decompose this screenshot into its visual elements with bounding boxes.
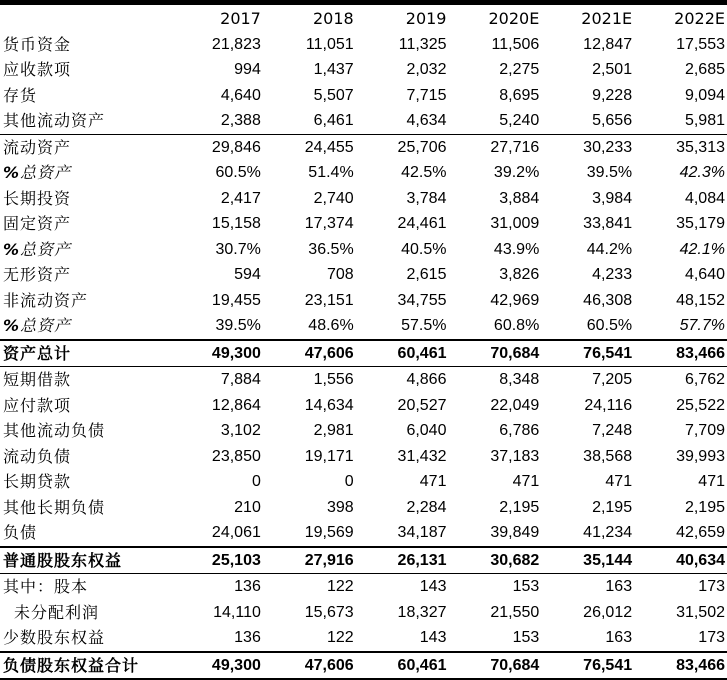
value-cell: 4,640 — [684, 266, 725, 283]
value-cell: 3,102 — [220, 422, 261, 439]
row-label — [0, 186, 170, 212]
value-cell: 143 — [356, 574, 449, 600]
value-cell: 43.9% — [493, 240, 540, 258]
row-label — [0, 367, 170, 393]
value-cell: 5,240 — [499, 112, 540, 129]
value-cell: 4,233 — [592, 266, 633, 283]
table-row — [0, 393, 727, 419]
value-cell: 6,762 — [634, 367, 727, 393]
row-label-text: 其他流动负债 — [3, 421, 106, 440]
row-label-text: 流动负债 — [3, 446, 72, 466]
value-cell: 31,502 — [676, 603, 725, 621]
table-row — [0, 313, 727, 340]
value-cell: 2,981 — [313, 422, 354, 439]
row-label — [0, 57, 170, 83]
value-cell: 24,061 — [211, 524, 261, 541]
value-cell: 39.2% — [493, 164, 540, 181]
value-cell: 1,556 — [263, 367, 356, 393]
value-cell: 48.6% — [308, 317, 354, 334]
value-cell: 2,195 — [684, 498, 725, 516]
value-cell: 24,455 — [263, 134, 356, 160]
table-row — [0, 469, 727, 495]
value-cell: 38,568 — [583, 447, 633, 465]
value-cell: 42.3% — [679, 164, 725, 181]
table-row — [0, 418, 727, 444]
value-cell: 163 — [605, 629, 633, 646]
value-cell: 60,461 — [356, 652, 449, 680]
value-cell: 4,640 — [220, 86, 261, 104]
value-cell: 23,850 — [211, 447, 261, 465]
value-cell: 39.5% — [586, 164, 633, 181]
value-cell: 57.7% — [679, 317, 725, 334]
value-cell: 39,849 — [490, 524, 540, 541]
table-row — [0, 495, 727, 521]
table-row — [0, 652, 727, 680]
value-cell: 47,606 — [263, 652, 356, 680]
row-label — [0, 625, 170, 652]
value-cell: 7,248 — [592, 422, 633, 439]
value-cell: 57.5% — [401, 317, 447, 334]
row-label — [0, 313, 170, 340]
balance-sheet-table — [0, 6, 727, 680]
table-row — [0, 134, 727, 160]
value-cell: 9,094 — [684, 86, 725, 104]
value-cell: 25,706 — [356, 134, 449, 160]
value-cell: 2,032 — [406, 61, 447, 78]
value-cell: 2,685 — [684, 61, 725, 78]
table-row — [0, 160, 727, 186]
value-cell: 35,313 — [634, 134, 727, 160]
row-label-text: 流动资产 — [3, 137, 72, 157]
value-cell: 40,634 — [634, 547, 727, 574]
row-label-text: 资产总计 — [3, 343, 72, 363]
row-label — [0, 134, 170, 160]
value-cell: 20,527 — [397, 396, 447, 414]
value-cell: 2,275 — [499, 61, 540, 78]
value-cell: 18,327 — [397, 603, 447, 621]
value-cell: 4,866 — [356, 367, 449, 393]
value-cell: 6,461 — [313, 112, 354, 129]
value-cell: 163 — [541, 574, 634, 600]
table-row — [0, 211, 727, 237]
value-cell: 42.5% — [401, 164, 447, 181]
value-cell: 24,116 — [584, 396, 633, 414]
value-cell: 471 — [698, 473, 725, 490]
value-cell: 136 — [170, 574, 263, 600]
percent-prefix: % — [3, 239, 21, 259]
value-cell: 3,984 — [592, 189, 633, 207]
table-row — [0, 574, 727, 600]
value-cell: 44.2% — [586, 240, 633, 258]
value-cell: 60,461 — [356, 340, 449, 367]
row-label — [0, 547, 170, 574]
value-cell: 14,110 — [213, 603, 261, 621]
year-header: 2018 — [312, 9, 354, 28]
value-cell: 0 — [344, 473, 354, 490]
value-cell: 4,084 — [684, 189, 725, 207]
row-label-text: 负债 — [3, 523, 38, 542]
row-label — [0, 444, 170, 470]
row-label — [0, 574, 170, 600]
value-cell: 25,522 — [676, 396, 725, 414]
value-cell: 210 — [234, 498, 261, 516]
value-cell: 49,300 — [170, 652, 263, 680]
value-cell: 173 — [634, 574, 727, 600]
percent-prefix: % — [3, 163, 21, 182]
value-cell: 471 — [419, 473, 447, 490]
value-cell: 60.5% — [586, 317, 633, 334]
value-cell: 2,388 — [220, 112, 261, 129]
year-header: 2020E — [488, 9, 540, 28]
value-cell: 122 — [326, 629, 354, 646]
row-label — [0, 600, 170, 626]
value-cell: 33,841 — [583, 215, 633, 232]
row-label-text: 总资产 — [20, 316, 72, 335]
value-cell: 471 — [512, 473, 540, 490]
value-cell: 47,606 — [263, 340, 356, 367]
value-cell: 26,131 — [356, 547, 449, 574]
value-cell: 34,755 — [397, 291, 447, 309]
value-cell: 3,884 — [499, 189, 540, 207]
value-cell: 173 — [698, 629, 725, 646]
row-label-text: 其他长期负债 — [3, 497, 106, 517]
value-cell: 122 — [263, 574, 356, 600]
value-cell: 21,823 — [211, 35, 261, 53]
value-cell: 7,884 — [170, 367, 263, 393]
value-cell: 39.5% — [215, 317, 261, 334]
year-header: 2021E — [581, 9, 633, 28]
value-cell: 22,049 — [490, 396, 540, 414]
value-cell: 15,673 — [304, 603, 354, 621]
row-label — [0, 652, 170, 680]
value-cell: 39,993 — [676, 447, 725, 465]
value-cell: 83,466 — [634, 340, 727, 367]
value-cell: 17,553 — [676, 35, 725, 53]
value-cell: 46,308 — [583, 291, 633, 309]
row-label — [0, 288, 170, 314]
value-cell: 594 — [234, 266, 261, 283]
value-cell: 1,437 — [313, 61, 354, 78]
table-row — [0, 367, 727, 393]
year-header: 2017 — [220, 9, 261, 28]
row-label — [0, 418, 170, 444]
table-row — [0, 83, 727, 109]
row-label-text: 总资产 — [20, 163, 72, 182]
value-cell: 5,981 — [684, 112, 725, 129]
row-label — [0, 237, 170, 263]
value-cell: 398 — [326, 498, 354, 516]
percent-prefix: % — [3, 316, 21, 335]
row-label-text: 其他流动资产 — [3, 111, 106, 130]
table-row — [0, 32, 727, 58]
top-rule — [0, 0, 727, 5]
value-cell: 2,284 — [406, 498, 447, 516]
value-cell: 7,205 — [541, 367, 634, 393]
row-label — [0, 262, 170, 288]
value-cell: 30,682 — [448, 547, 541, 574]
value-cell: 14,634 — [304, 396, 354, 414]
table-row — [0, 625, 727, 652]
table-row — [0, 237, 727, 263]
value-cell: 34,187 — [397, 524, 447, 541]
value-cell: 31,432 — [397, 447, 447, 465]
value-cell: 26,012 — [583, 603, 633, 621]
row-label — [0, 108, 170, 134]
value-cell: 51.4% — [308, 164, 354, 181]
value-cell: 0 — [251, 473, 261, 490]
value-cell: 42,659 — [676, 524, 725, 541]
row-label-text: 负债股东权益合计 — [3, 655, 140, 675]
value-cell: 5,507 — [313, 86, 354, 104]
value-cell: 3,826 — [499, 266, 540, 283]
value-cell: 11,051 — [305, 35, 354, 53]
row-label — [0, 211, 170, 237]
value-cell: 42,969 — [490, 291, 540, 309]
value-cell: 15,158 — [211, 215, 261, 232]
table-row — [0, 520, 727, 547]
row-label-text: 长期投资 — [3, 188, 72, 208]
value-cell: 471 — [605, 473, 633, 490]
value-cell: 27,916 — [263, 547, 356, 574]
value-cell: 40.5% — [401, 240, 447, 258]
value-cell: 7,709 — [684, 422, 725, 439]
table-row — [0, 340, 727, 367]
value-cell: 12,864 — [211, 396, 261, 414]
value-cell: 153 — [512, 629, 540, 646]
value-cell: 23,151 — [304, 291, 354, 309]
year-header: 2019 — [405, 9, 447, 28]
row-label — [0, 160, 170, 186]
value-cell: 83,466 — [634, 652, 727, 680]
value-cell: 60.5% — [215, 164, 261, 181]
value-cell: 24,461 — [397, 215, 447, 232]
value-cell: 8,695 — [499, 86, 540, 104]
value-cell: 2,615 — [406, 266, 447, 283]
table-row — [0, 108, 727, 134]
value-cell: 31,009 — [490, 215, 540, 232]
table-row — [0, 57, 727, 83]
table-row — [0, 547, 727, 574]
value-cell: 9,228 — [592, 86, 633, 104]
row-label-text: 未分配利润 — [14, 602, 100, 622]
table-row — [0, 444, 727, 470]
value-cell: 17,374 — [304, 215, 354, 232]
value-cell: 49,300 — [170, 340, 263, 367]
value-cell: 708 — [326, 266, 354, 283]
value-cell: 27,716 — [448, 134, 541, 160]
row-label — [0, 32, 170, 58]
value-cell: 35,179 — [676, 215, 725, 232]
row-label-text: 长期贷款 — [3, 472, 72, 491]
value-cell: 76,541 — [541, 340, 634, 367]
row-label-text: 货币资金 — [3, 34, 72, 54]
header-row — [0, 6, 727, 32]
row-label — [0, 469, 170, 495]
value-cell: 2,195 — [499, 498, 540, 516]
row-label-text: 存货 — [3, 85, 38, 105]
row-label-text: 普通股股东权益 — [3, 550, 123, 570]
value-cell: 25,103 — [170, 547, 263, 574]
value-cell: 11,325 — [398, 35, 447, 53]
value-cell: 19,455 — [211, 291, 261, 309]
value-cell: 136 — [234, 629, 261, 646]
row-label-text: 短期借款 — [3, 370, 72, 389]
value-cell: 143 — [419, 629, 447, 646]
value-cell: 29,846 — [170, 134, 263, 160]
value-cell: 37,183 — [490, 447, 540, 465]
value-cell: 6,040 — [406, 422, 447, 439]
value-cell: 42.1% — [679, 240, 725, 258]
table-row — [0, 600, 727, 626]
row-label-text: 固定资产 — [3, 214, 72, 233]
value-cell: 60.8% — [493, 317, 540, 334]
value-cell: 2,195 — [592, 498, 633, 516]
header-label-cell — [0, 6, 170, 32]
value-cell: 76,541 — [541, 652, 634, 680]
value-cell: 6,786 — [499, 422, 540, 439]
row-label — [0, 495, 170, 521]
value-cell: 4,634 — [406, 112, 447, 129]
row-label-text: 应付款项 — [3, 395, 72, 415]
value-cell: 48,152 — [676, 291, 725, 309]
row-label-text: 无形资产 — [3, 265, 72, 284]
table-row — [0, 288, 727, 314]
row-label-text: 总资产 — [20, 239, 72, 259]
value-cell: 2,501 — [592, 61, 633, 78]
row-label-text: 其中：股本 — [3, 577, 89, 596]
row-label — [0, 520, 170, 547]
value-cell: 3,784 — [406, 189, 447, 207]
row-label-text: 非流动资产 — [3, 290, 89, 310]
value-cell: 19,569 — [304, 524, 354, 541]
value-cell: 153 — [448, 574, 541, 600]
value-cell: 70,684 — [448, 340, 541, 367]
value-cell: 12,847 — [583, 35, 633, 53]
row-label — [0, 83, 170, 109]
value-cell: 2,417 — [220, 189, 261, 207]
value-cell: 36.5% — [308, 240, 354, 258]
value-cell: 30.7% — [215, 240, 261, 258]
value-cell: 19,171 — [304, 447, 354, 465]
value-cell: 8,348 — [448, 367, 541, 393]
value-cell: 994 — [234, 61, 261, 78]
value-cell: 11,506 — [491, 35, 540, 53]
table-row — [0, 186, 727, 212]
value-cell: 41,234 — [583, 524, 633, 541]
row-label-text: 应收款项 — [3, 60, 72, 79]
value-cell: 2,740 — [313, 189, 354, 207]
value-cell: 21,550 — [490, 603, 540, 621]
row-label-text: 少数股东权益 — [3, 628, 106, 647]
value-cell: 70,684 — [448, 652, 541, 680]
value-cell: 35,144 — [541, 547, 634, 574]
row-label — [0, 393, 170, 419]
value-cell: 5,656 — [592, 112, 633, 129]
value-cell: 30,233 — [541, 134, 634, 160]
table-row — [0, 262, 727, 288]
year-header: 2022E — [674, 9, 725, 28]
row-label — [0, 340, 170, 367]
value-cell: 7,715 — [406, 86, 447, 104]
